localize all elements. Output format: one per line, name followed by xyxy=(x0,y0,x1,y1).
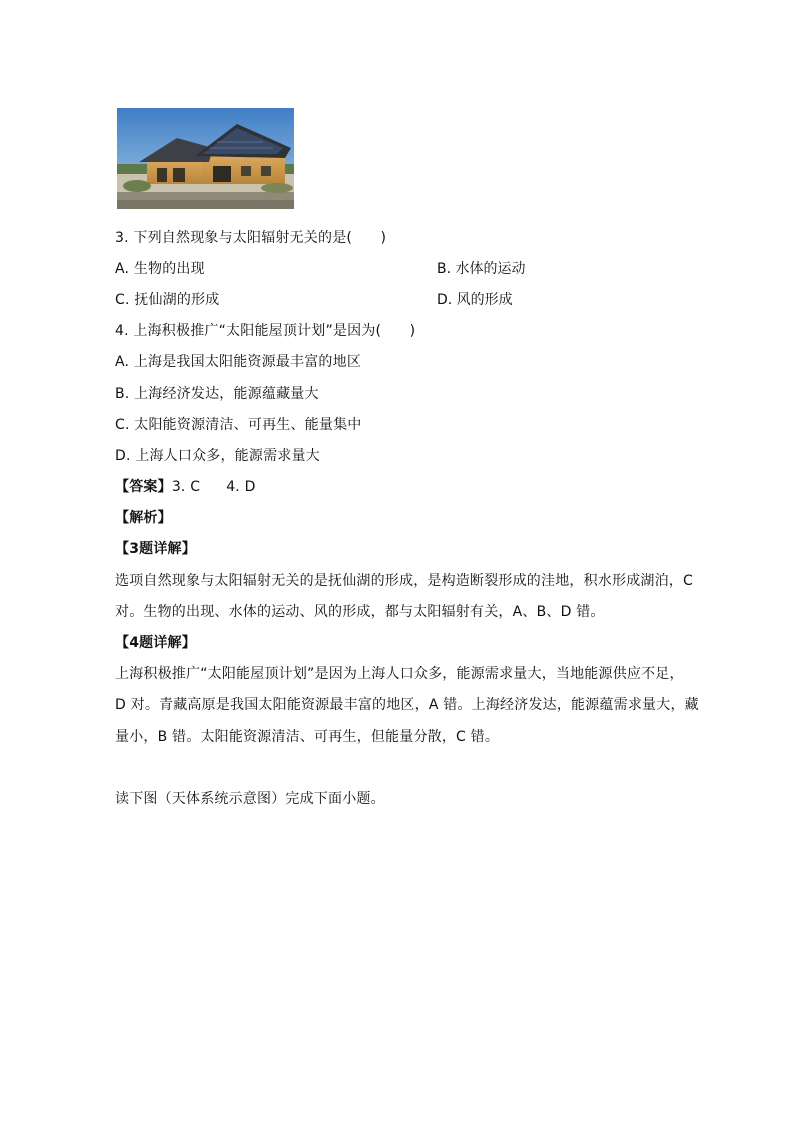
question-3-option-d: D. 风的形成 xyxy=(437,292,513,308)
question-4-option-d: D. 上海人口众多，能源需求量大 xyxy=(115,448,320,464)
analysis-label: 【解析】 xyxy=(115,510,172,526)
analysis-q4-line-1: 上海积极推广“太阳能屋顶计划”是因为上海人口众多，能源需求量大，当地能源供应不足， xyxy=(115,666,684,682)
analysis-q4-label: 【4题详解】 xyxy=(115,635,196,651)
analysis-q4-line-3: 量小，B 错。太阳能资源清洁、可再生，但能量分散，C 错。 xyxy=(115,729,500,745)
answer-q4: 4. D xyxy=(226,479,256,495)
analysis-q3-line-2: 对。生物的出现、水体的运动、风的形成，都与太阳辐射有关，A、B、D 错。 xyxy=(115,604,605,620)
question-3-option-c: C. 抚仙湖的形成 xyxy=(115,292,220,308)
question-4-option-c: C. 太阳能资源清洁、可再生、能量集中 xyxy=(115,417,362,433)
analysis-q3-line-1: 选项自然现象与太阳辐射无关的是抚仙湖的形成，是构造断裂形成的洼地，积水形成湖泊，C xyxy=(115,573,693,589)
house-solar-roof-photo xyxy=(117,108,294,209)
question-3-option-b: B. 水体的运动 xyxy=(437,261,526,277)
answer-line xyxy=(115,477,256,497)
question-3-stem: 3. 下列自然现象与太阳辐射无关的是( ) xyxy=(115,230,387,246)
answer-label: 【答案】 xyxy=(115,479,172,495)
next-question-instruction: 读下图（天体系统示意图）完成下面小题。 xyxy=(115,791,385,807)
question-4-stem: 4. 上海积极推广“太阳能屋顶计划”是因为( ) xyxy=(115,323,416,339)
question-4-option-b: B. 上海经济发达，能源蕴藏量大 xyxy=(115,386,319,402)
question-4-option-a: A. 上海是我国太阳能资源最丰富的地区 xyxy=(115,354,362,370)
analysis-q3-label: 【3题详解】 xyxy=(115,541,196,557)
answer-q3: 3. C xyxy=(171,479,201,495)
analysis-q4-line-2: D 对。青藏高原是我国太阳能资源最丰富的地区，A 错。上海经济发达，能源蕴需求量大，藏 xyxy=(115,697,699,713)
question-3-option-a: A. 生物的出现 xyxy=(115,261,205,277)
